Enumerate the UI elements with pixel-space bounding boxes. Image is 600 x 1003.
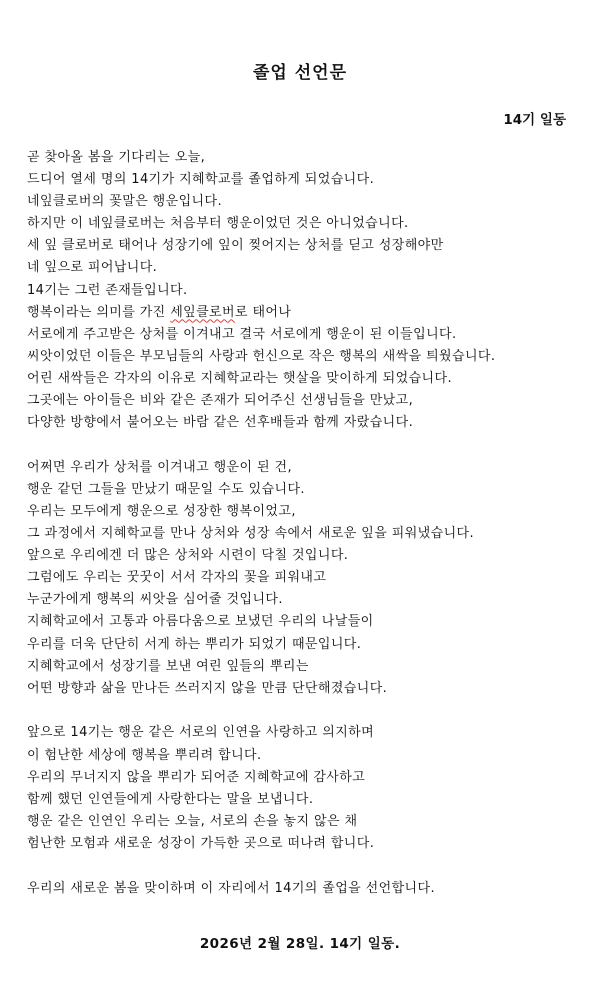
stanza-break bbox=[27, 434, 587, 457]
stanza-4 bbox=[27, 878, 587, 900]
stanza-break bbox=[27, 700, 587, 723]
text-line: 어쩌면 우리가 상처를 이겨내고 행운이 된 건, bbox=[27, 459, 292, 475]
text-line: 씨앗이었던 이들은 부모님들의 사랑과 헌신으로 작은 행복의 새싹을 틔웠습니다. bbox=[27, 348, 496, 364]
text-line: 누군가에게 행복의 씨앗을 심어줄 것입니다. bbox=[27, 592, 283, 608]
text-line: 험난한 모험과 새로운 성장이 가득한 곳으로 떠나려 합니다. bbox=[27, 835, 375, 851]
text-line: 서로에게 주고받은 상처를 이겨내고 결국 서로에게 행운이 된 이들입니다. bbox=[27, 326, 457, 342]
text-line: 우리의 무너지지 않을 뿌리가 되어준 지혜학교에 감사하고 bbox=[27, 769, 366, 785]
text-line: 곧 찾아올 봄을 기다리는 오늘, bbox=[27, 150, 206, 165]
closing-date-line: 2026년 2월 28일. 14기 일동. bbox=[199, 936, 401, 952]
text-line: 어린 새싹들은 각자의 이유로 지혜학교라는 햇살을 맞이하게 되었습니다. bbox=[27, 370, 452, 386]
text-line: 드디어 열세 명의 14기가 지혜학교를 졸업하게 되었습니다. bbox=[27, 172, 375, 188]
text-line: 지혜학교에서 고통과 아름다움으로 보냈던 우리의 나날들이 bbox=[27, 614, 374, 630]
text-line: 하지만 이 네잎클로버는 처음부터 행운이었던 것은 아니었습니다. bbox=[27, 216, 409, 232]
text-line: 행운 같던 그들을 만났기 때문일 수도 있습니다. bbox=[27, 481, 305, 497]
stanza-3 bbox=[27, 722, 587, 855]
text-line: 그럼에도 우리는 꿋꿋이 서서 각자의 꽃을 피워내고 bbox=[27, 570, 327, 586]
text-line: 14기는 그런 존재들입니다. bbox=[27, 282, 188, 298]
text-line: 우리의 새로운 봄을 맞이하며 이 자리에서 14기의 졸업을 선언합니다. bbox=[27, 880, 435, 896]
text-line: 우리를 더욱 단단히 서게 하는 뿌리가 되었기 때문입니다. bbox=[27, 636, 362, 652]
text-line: 다양한 방향에서 불어오는 바람 같은 선후배들과 함께 자랐습니다. bbox=[27, 415, 414, 431]
text-line: 함께 했던 인연들에게 사랑한다는 말을 보냅니다. bbox=[27, 791, 314, 807]
text-line: 그곳에는 아이들은 비와 같은 존재가 되어주신 선생님들을 만났고, bbox=[27, 393, 414, 409]
document-title: 졸업 선언문 bbox=[252, 63, 348, 83]
text-line: 그 과정에서 지혜학교를 만나 상처와 성장 속에서 새로운 잎을 피워냈습니다. bbox=[27, 526, 475, 542]
text-line: 우리는 모두에게 행운으로 성장한 행복이었고, bbox=[27, 504, 296, 519]
text-line: 지혜학교에서 성장기를 보낸 여린 잎들의 뿌리는 bbox=[27, 658, 309, 674]
author-line: 14기 일동 bbox=[503, 112, 566, 128]
declaration-body bbox=[27, 147, 587, 900]
spellcheck-underlined-word[interactable]: 세잎클로버 bbox=[170, 304, 235, 320]
text-line: 어떤 방향과 삶을 만나든 쓰러지지 않을 만큼 단단해졌습니다. bbox=[27, 680, 388, 696]
text-line: 앞으로 우리에겐 더 많은 상처와 시련이 닥칠 것입니다. bbox=[27, 548, 349, 564]
stanza-2 bbox=[27, 457, 587, 700]
text-fragment: 로 태어나 bbox=[234, 304, 292, 320]
stanza-1 bbox=[27, 147, 587, 434]
text-line: 행운 같은 인연인 우리는 오늘, 서로의 손을 놓지 않은 채 bbox=[27, 813, 358, 829]
text-fragment: 행복이라는 의미를 가진 bbox=[27, 304, 171, 320]
text-line: 네 잎으로 피어납니다. bbox=[27, 260, 158, 276]
text-line: 세 잎 클로버로 태어나 성장기에 잎이 찢어지는 상처를 딛고 성장해야만 bbox=[27, 238, 444, 254]
text-line: 앞으로 14기는 행운 같은 서로의 인연을 사랑하고 의지하며 bbox=[27, 725, 375, 741]
text-line: 네잎클로버의 꽃말은 행운입니다. bbox=[27, 194, 223, 210]
text-line-with-spellcheck-mark bbox=[27, 302, 587, 324]
text-line: 이 험난한 세상에 행복을 뿌리려 합니다. bbox=[27, 747, 262, 763]
stanza-break bbox=[27, 855, 587, 878]
